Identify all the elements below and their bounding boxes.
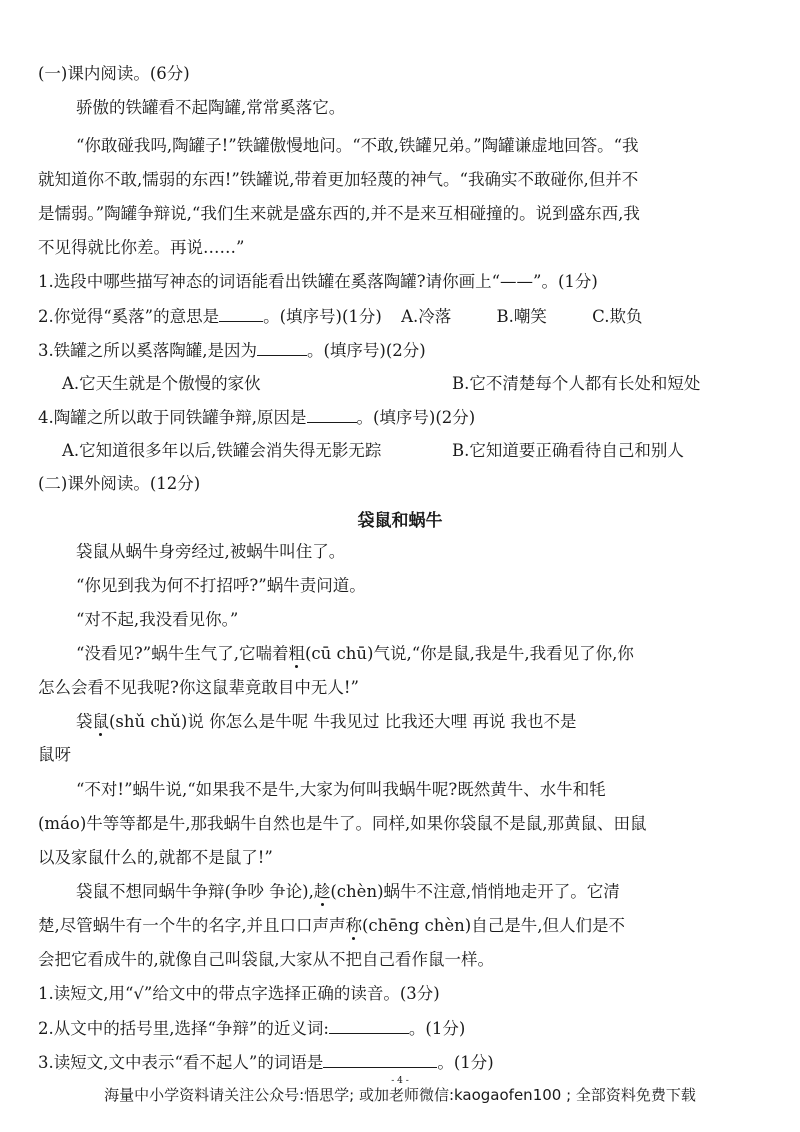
- s1-question-3-options: [62, 372, 770, 396]
- page-number: - 4 -: [391, 1076, 409, 1086]
- s1-question-1: 1.选段中哪些描写神态的词语能看出铁罐在奚落陶罐?请你画上“——”。(1分): [38, 272, 598, 291]
- s2-question-1: 1.读短文,用“√”给文中的带点字选择正确的读音。(3分): [38, 984, 440, 1003]
- story-line: 鼠呀: [38, 745, 71, 764]
- option-b: B.它不清楚每个人都有长处和短处: [452, 374, 701, 393]
- option-b: B.嘲笑: [496, 307, 547, 326]
- answer-blank[interactable]: [329, 1016, 409, 1034]
- story-title: 袋鼠和蜗牛: [357, 511, 443, 531]
- story-line: “不对!”蜗牛说,“如果我不是牛,大家为何叫我蜗牛呢?既然黄牛、水牛和牦: [76, 780, 606, 799]
- story-line: “你见到我为何不打招呼?”蜗牛责问道。: [76, 576, 366, 595]
- story-line: 袋鼠(shǔ chǔ)说 你怎么是牛呢 牛我见过 比我还大哩 再说 我也不是: [76, 712, 577, 731]
- s1-question-4: 4.陶罐之所以敢于同铁罐争辩,原因是 。(填序号)(2分): [38, 405, 770, 430]
- option-b: B.它知道要正确看待自己和别人: [452, 441, 684, 460]
- s2-question-2: 2.从文中的括号里,选择“争辩”的近义词: 。(1分): [38, 1016, 770, 1041]
- option-c: C.欺负: [592, 307, 643, 326]
- story-line: 会把它看成牛的,就像自己叫袋鼠,大家从不把自己看作鼠一样。: [38, 950, 494, 969]
- dotted-char: 称: [345, 916, 362, 935]
- section2-heading: (二)课外阅读。(12分): [38, 474, 201, 493]
- dotted-char: 趁: [313, 882, 331, 901]
- option-a: A.它天生就是个傲慢的家伙: [62, 374, 261, 393]
- passage1-line: 就知道你不敢,懦弱的东西!”铁罐说,带着更加轻蔑的神气。“我确实不敢碰你,但并不: [38, 170, 639, 189]
- answer-blank[interactable]: [219, 304, 263, 322]
- s1-question-2: 2.你觉得“奚落”的意思是 。(填序号)(1分) A.冷落 B.嘲笑 C.欺负: [38, 304, 770, 329]
- option-a: A.冷落: [401, 307, 452, 326]
- passage1-line: 骄傲的铁罐看不起陶罐,常常奚落它。: [76, 98, 346, 117]
- footer-promo: 海量中小学资料请关注公众号:悟思学; 或加老师微信:kaogaofen100 ; 全部资料免费下载: [104, 1086, 696, 1104]
- option-a: A.它知道很多年以后,铁罐会消失得无影无踪: [62, 441, 382, 460]
- passage1-line: 不见得就比你差。再说……”: [38, 238, 245, 257]
- dotted-char: 粗: [288, 644, 305, 663]
- s1-question-3: 3.铁罐之所以奚落陶罐,是因为 。(填序号)(2分): [38, 338, 770, 363]
- story-line: “没看见?”蜗牛生气了,它喘着粗(cū chū)气说,“你是鼠,我是牛,我看见了你,你: [76, 644, 634, 663]
- s1-question-4-options: [62, 439, 770, 463]
- section1-heading: (一)课内阅读。(6分): [38, 64, 190, 83]
- answer-blank[interactable]: [323, 1050, 437, 1068]
- story-line: (máo)牛等等都是牛,那我蜗牛自然也是牛了。同样,如果你袋鼠不是鼠,那黄鼠、田鼠: [38, 814, 647, 833]
- story-line: “对不起,我没看见你。”: [76, 610, 239, 629]
- story-line: 袋鼠不想同蜗牛争辩(争吵 争论),趁(chèn)蜗牛不注意,悄悄地走开了。它清: [76, 882, 620, 901]
- story-line: 袋鼠从蜗牛身旁经过,被蜗牛叫住了。: [76, 542, 346, 561]
- s2-question-3: 3.读短文,文中表示“看不起人”的词语是 。(1分): [38, 1050, 770, 1075]
- dotted-char: 鼠: [92, 712, 109, 731]
- story-line: 怎么会看不见我呢?你这鼠辈竟敢目中无人!”: [38, 678, 359, 697]
- story-line: 楚,尽管蜗牛有一个牛的名字,并且口口声声称(chēng chèn)自己是牛,但人们是不: [38, 916, 625, 935]
- passage1-line: “你敢碰我吗,陶罐子!”铁罐傲慢地问。“不敢,铁罐兄弟。”陶罐谦虚地回答。“我: [76, 136, 639, 155]
- passage1-line: 是懦弱。”陶罐争辩说,“我们生来就是盛东西的,并不是来互相碰撞的。说到盛东西,我: [38, 204, 640, 223]
- answer-blank[interactable]: [257, 338, 307, 356]
- story-line: 以及家鼠什么的,就都不是鼠了!”: [38, 848, 273, 867]
- answer-blank[interactable]: [307, 405, 357, 423]
